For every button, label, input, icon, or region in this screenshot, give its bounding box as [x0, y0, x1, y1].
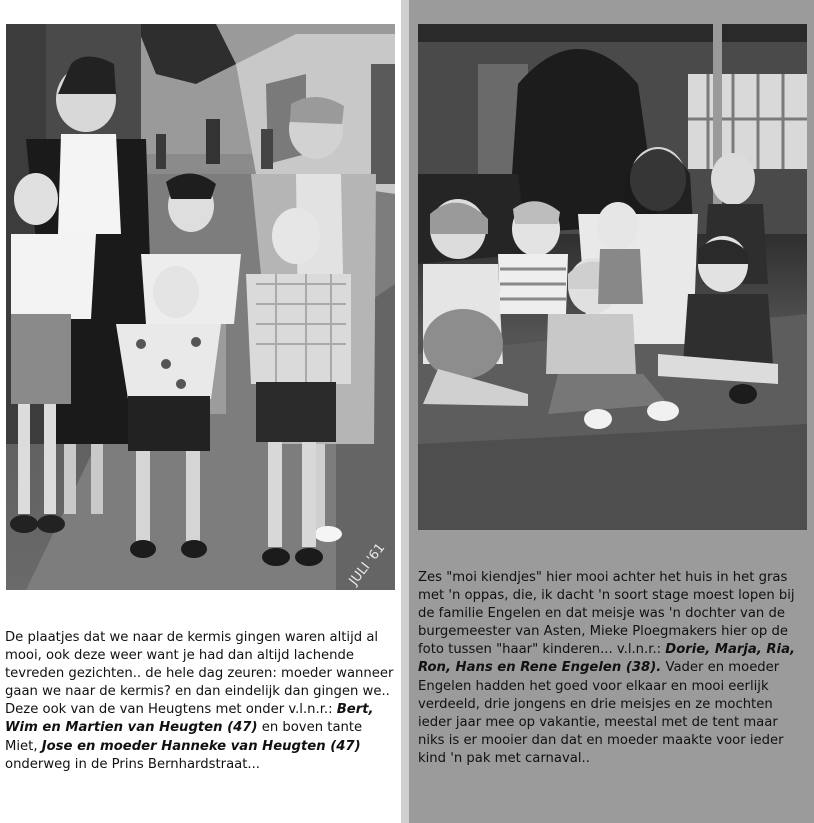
left-caption-intro: De plaatjes dat we naar de kermis gingen waren altijd al mooi, ook deze weer want je had dan altijd lachende tevreden gezichten.. de hele dag zeuren: moeder wanneer gaan we naar de kermis? en dan eindelijk dan gingen we.. Deze ook van de van Heugtens met onder v.l.n.r.:	[5, 630, 394, 718]
right-caption-end: Vader en moeder Engelen hadden het goed voor elkaar en mooi eerlijk verdeeld, drie jongens en drie meisjes en ze mochten ieder jaar mee op vakantie, meestal met de tent maar niks is er mooier dan dat en moeder maakte voor ieder kind 'n pak met carnaval..	[418, 660, 784, 766]
family-street-photo	[6, 24, 395, 590]
left-caption-names-front-row: Bert, Wim en Martien van Heugten (47)	[5, 702, 374, 736]
photo-date-stamp: JULI '61	[346, 540, 389, 589]
street-photo-illustration	[6, 24, 395, 590]
garden-photo-illustration	[418, 24, 807, 530]
right-caption-names: Dorie, Marja, Ria, Ron, Hans en Rene Engelen (38).	[418, 642, 795, 676]
right-caption-intro: Zes "moi kiendjes" hier mooi achter het huis in het gras met 'n oppas, die, ik dacht 'n soort stage moest lopen bij de familie Engelen en dat meisje was 'n dochter van de burgemeester van Asten, Mieke Ploegmakers hier op de foto tussen "haar" kinderen... v.l.n.r.:	[418, 570, 795, 658]
center-divider	[401, 0, 409, 823]
right-photo-caption	[418, 569, 806, 768]
left-caption-names-back-row: Jose en moeder Hanneke van Heugten (47)	[41, 738, 361, 754]
left-caption-middle: en boven tante Miet,	[5, 720, 363, 754]
left-caption-end: onderweg in de Prins Bernhardstraat...	[5, 756, 260, 772]
children-garden-photo	[418, 24, 807, 530]
left-photo-caption	[5, 629, 397, 774]
